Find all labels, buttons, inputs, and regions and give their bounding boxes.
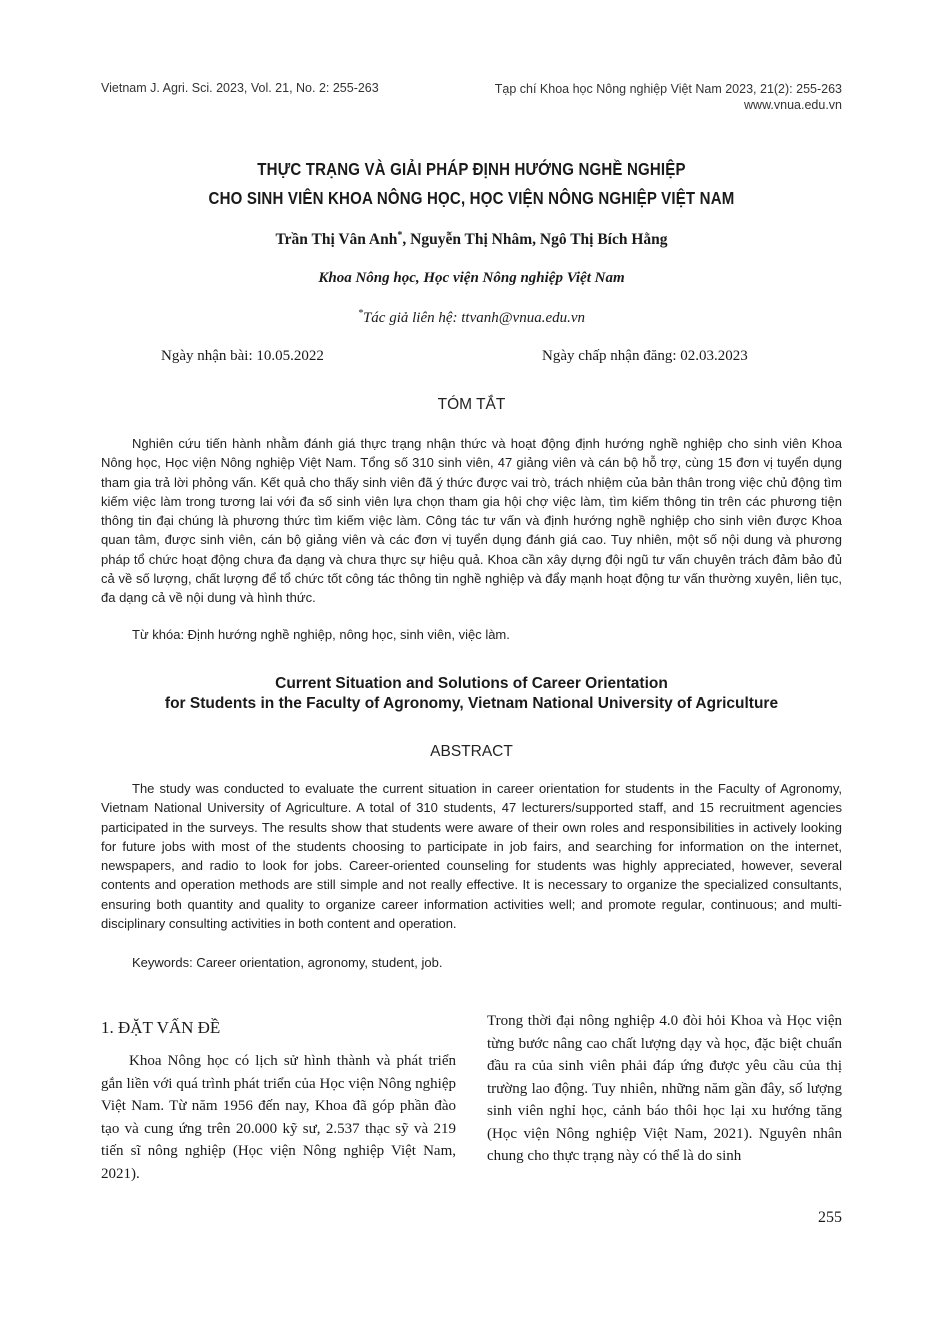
journal-citation-en: Vietnam J. Agri. Sci. 2023, Vol. 21, No. 2: 255-263 bbox=[101, 81, 379, 95]
abstract-en-body bbox=[101, 779, 842, 933]
journal-citation-vn-line: Tạp chí Khoa học Nông nghiệp Việt Nam 2023, 21(2): 255-263 bbox=[494, 82, 842, 96]
article-title-vn-line2: CHO SINH VIÊN KHOA NÔNG HỌC, HỌC VIỆN NÔNG NGHIỆP VIỆT NAM bbox=[208, 188, 735, 208]
section-1-heading: 1. ĐẶT VẤN ĐỀ bbox=[101, 1018, 221, 1037]
summary-vn-text: Nghiên cứu tiến hành nhằm đánh giá thực trạng nhận thức và hoạt động định hướng nghề nghiệp cho sinh viên Khoa Nông học, Học viện Nông nghiệp Việt Nam. Tổng số 310 sinh viên, 47 giảng viên và cán bộ hỗ trợ, cùng 15 đơn vị tuyển dụng tham gia trả lời phỏng vấn. Kết quả cho thấy sinh viên đã ý thức được vai trò, trách nhiệm của bản thân trong việc chủ động tìm kiếm việc làm trong tương lai với đa số sinh viên lựa chọn tham gia hội chợ việc làm, tìm kiếm thông tin trên các phương tiện thông tin đại chúng là phương thức tìm kiếm việc làm. Công tác tư vấn và định hướng nghề nghiệp cho sinh viên được Khoa quan tâm, được sinh viên, cán bộ giảng viên và các đơn vị tuyển dụng đánh giá cao. Tuy nhiên, một số nội dung và phương pháp tổ chức hoạt động chưa đa dạng và chưa thực sự hiệu quả. Khoa cần xây dựng đội ngũ tư vấn chuyên trách đảm bảo đủ cả về số lượng, chất lượng để tổ chức tốt công tác thông tin nghề nghiệp và đẩy mạnh hoạt động tư vấn thường xuyên, liên tục, đa dạng cả về nội dung và hình thức. bbox=[101, 436, 842, 606]
section-1-paragraph-1: Khoa Nông học có lịch sử hình thành và phát triển gắn liền với quá trình phát triển của Học viện Nông nghiệp Việt Nam. Từ năm 1956 đến nay, Khoa đã góp phần đào tạo và cung ứng trên 20.000 kỹ sư, 2.537 thạc sỹ và 219 tiến sĩ nông nghiệp (Học viện Nông nghiệp Việt Nam, 2021). bbox=[101, 1053, 456, 1182]
summary-vn-heading: TÓM TẮT bbox=[437, 396, 506, 413]
journal-citation-vn bbox=[495, 81, 842, 113]
section-1-left-column bbox=[101, 1050, 456, 1185]
abstract-en-heading: ABSTRACT bbox=[430, 743, 513, 760]
date-accepted: Ngày chấp nhận đăng: 02.03.2023 bbox=[542, 348, 748, 364]
section-1-right-column bbox=[487, 1010, 842, 1168]
corresponding-marker: * bbox=[397, 230, 403, 241]
contact-line bbox=[101, 308, 842, 327]
keywords-vn: Từ khóa: Định hướng nghề nghiệp, nông học, sinh viên, việc làm. bbox=[132, 627, 510, 642]
corresponding-author: Trần Thị Vân Anh bbox=[275, 231, 398, 249]
article-title-vn-line1: THỰC TRẠNG VÀ GIẢI PHÁP ĐỊNH HƯỚNG NGHỀ NGHIỆP bbox=[257, 159, 686, 179]
co-authors: , Nguyễn Thị Nhâm, Ngô Thị Bích Hằng bbox=[402, 231, 668, 249]
contact-email: Tác giả liên hệ: ttvanh@vnua.edu.vn bbox=[362, 310, 586, 326]
author-list bbox=[101, 230, 842, 249]
date-received: Ngày nhận bài: 10.05.2022 bbox=[161, 348, 324, 364]
contact-marker: * bbox=[357, 308, 363, 319]
summary-vn-body bbox=[101, 434, 842, 608]
journal-website: www.vnua.edu.vn bbox=[744, 98, 842, 112]
article-title-en bbox=[101, 674, 842, 714]
keywords-en: Keywords: Career orientation, agronomy, student, job. bbox=[132, 955, 443, 970]
affiliation: Khoa Nông học, Học viện Nông nghiệp Việt Nam bbox=[318, 270, 625, 286]
article-title-en-line2: for Students in the Faculty of Agronomy, Vietnam National University of Agriculture bbox=[164, 695, 779, 712]
abstract-en-text: The study was conducted to evaluate the current situation in career orientation for students in the Faculty of Agronomy, Vietnam National University of Agriculture. A total of 310 students, 47 lecturers/supported staff, and 15 recruitment agencies participated in the surveys. The results show that students were aware of their own roles and responsibilities in actively looking for future jobs with most of the students choosing to participate in job fairs, and searching for information on the internet, newspapers, and radio to look for jobs. Career-oriented counseling for students was highly appreciated, however, several contents and operation methods are still simple and not really effective. It is necessary to organize the specialized consultants, ensuring both quantity and quality to organize career information activities well; and promote regular, continuous; and multi-disciplinary consulting activities in both content and operation. bbox=[101, 781, 842, 932]
article-title-en-line1: Current Situation and Solutions of Career Orientation bbox=[275, 675, 668, 692]
page-number: 255 bbox=[818, 1209, 842, 1226]
article-title-vn bbox=[153, 155, 790, 213]
section-1-paragraph-2: Trong thời đại nông nghiệp 4.0 đòi hỏi Khoa và Học viện từng bước nâng cao chất lượng dạy và học, đặc biệt chuẩn đầu ra của sinh viên phải đáp ứng được yêu cầu của thị trường lao động. Tuy nhiên, những năm gần đây, số lượng sinh viên nghỉ học, cảnh báo thôi học lại xu hướng tăng (Học viện Nông nghiệp Việt Nam, 2021). Nguyên nhân chung cho thực trạng này có thể là do sinh bbox=[487, 1013, 842, 1164]
